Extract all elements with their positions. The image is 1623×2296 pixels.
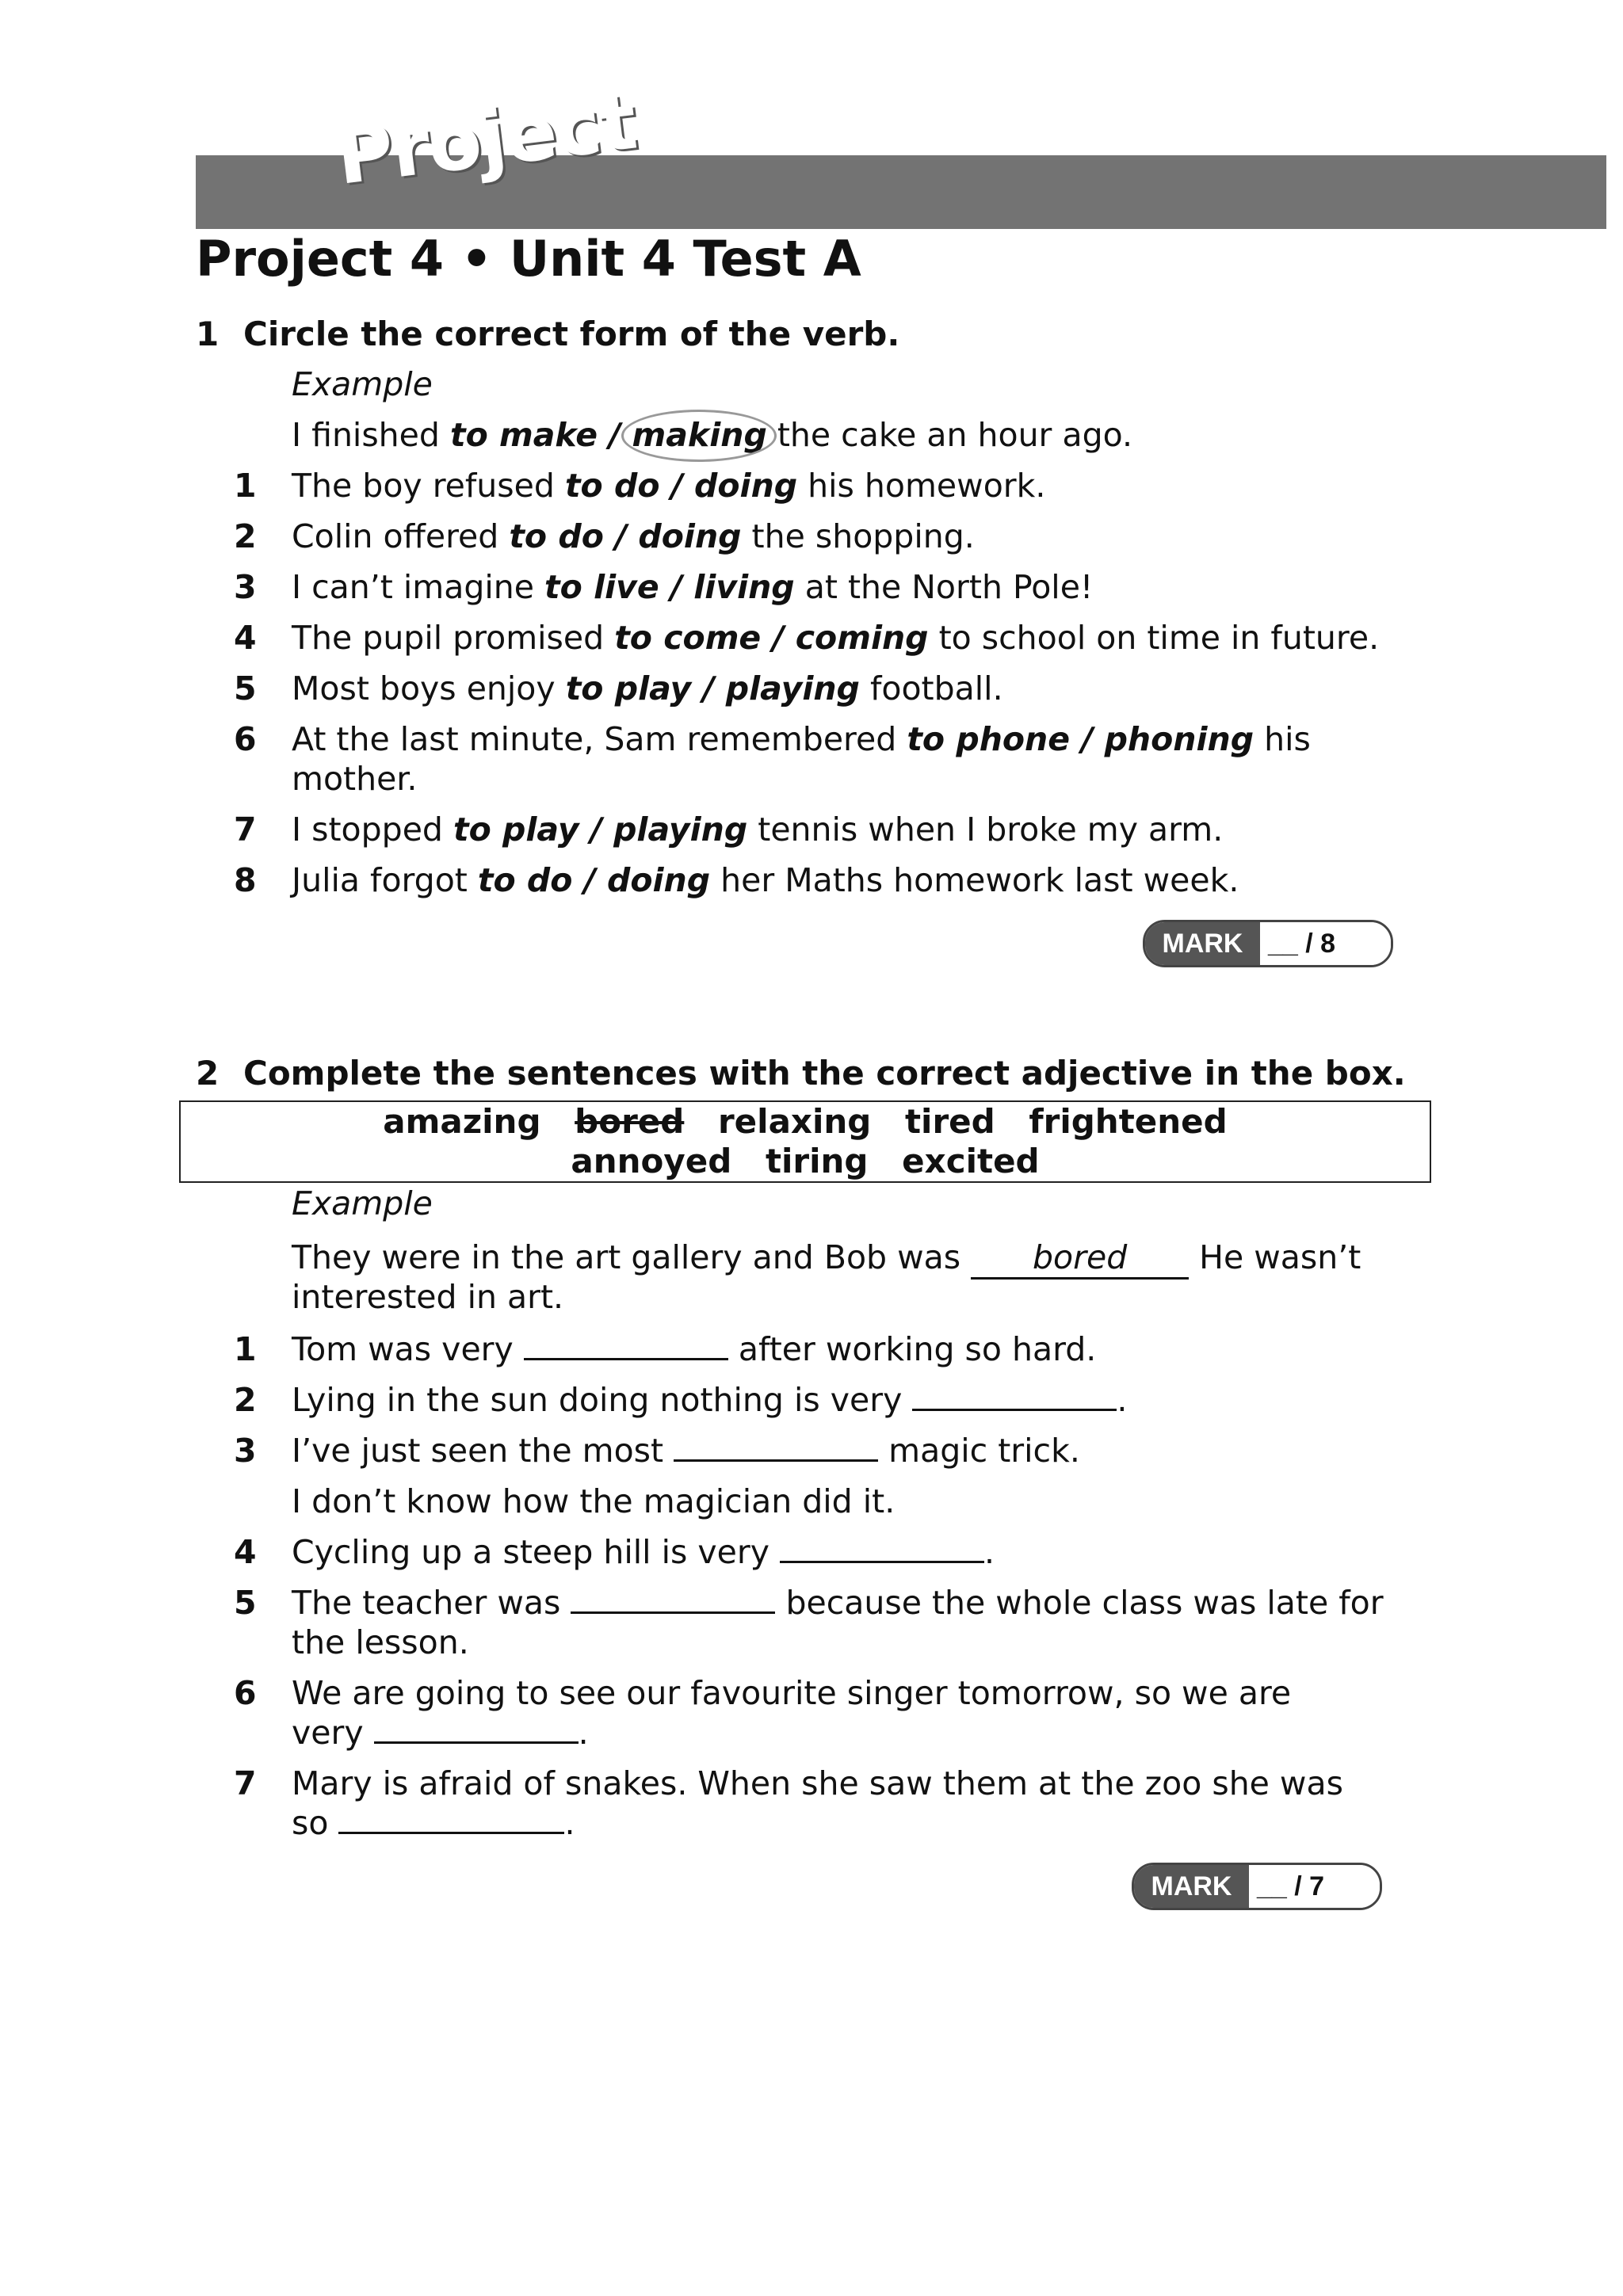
answer-blank[interactable] (912, 1380, 1117, 1411)
section-2-item: We are going to see our favourite singer tomorrow, so we are (292, 1674, 1292, 1712)
word: tired (904, 1102, 995, 1141)
section-1-item: Colin offered to do / doing the shopping. (292, 517, 975, 555)
example-answer: bored (971, 1238, 1189, 1280)
item-number: 8 (234, 861, 257, 899)
mark-box (1143, 920, 1393, 967)
circled-answer: making (632, 416, 767, 454)
mark-score: __ / 8 (1260, 922, 1391, 965)
answer-blank[interactable] (338, 1803, 564, 1834)
word-box (179, 1100, 1431, 1183)
answer-blank[interactable] (674, 1431, 878, 1462)
section-2-item-continuation: very . (292, 1714, 589, 1752)
word: amazing (383, 1102, 541, 1141)
section-2-item: Lying in the sun doing nothing is very . (292, 1381, 1128, 1419)
item-number: 5 (234, 1584, 257, 1622)
mark-label: MARK (1134, 1865, 1249, 1908)
section-2-item-continuation: the lesson. (292, 1623, 469, 1661)
item-number: 1 (234, 467, 257, 505)
item-number: 3 (234, 1432, 257, 1470)
section-1-item: I stopped to play / playing tennis when I broke my arm. (292, 810, 1224, 849)
section-2-example-continuation: interested in art. (292, 1278, 564, 1316)
section-2-item-continuation: so . (292, 1804, 575, 1842)
item-number: 3 (234, 568, 257, 606)
section-2-number: 2 (196, 1054, 220, 1093)
section-2-item: Cycling up a steep hill is very . (292, 1533, 995, 1571)
section-2-item: The teacher was because the whole class was late for (292, 1584, 1384, 1622)
mark-score: __ / 7 (1249, 1865, 1380, 1908)
answer-blank[interactable] (571, 1583, 775, 1614)
answer-blank[interactable] (374, 1713, 579, 1744)
word-box-row (181, 1142, 1430, 1181)
word: annoyed (571, 1142, 732, 1180)
section-1-item: I can’t imagine to live / living at the North Pole! (292, 568, 1094, 606)
section-1-item: Most boys enjoy to play / playing football. (292, 669, 1003, 707)
item-number: 4 (234, 1533, 257, 1571)
item-number: 6 (234, 720, 257, 758)
item-number: 4 (234, 619, 257, 657)
section-1-item: The boy refused to do / doing his homework. (292, 467, 1046, 505)
section-1-example: I finished to make / making the cake an hour ago. (292, 416, 1132, 454)
project-logo: Project (331, 76, 640, 204)
word: excited (902, 1142, 1040, 1180)
item-number: 2 (234, 517, 257, 555)
section-1-number: 1 (196, 315, 220, 353)
section-1-item: Julia forgot to do / doing her Maths homework last week. (292, 861, 1239, 899)
item-number: 7 (234, 810, 257, 849)
mark-box (1132, 1863, 1382, 1910)
mark-label: MARK (1145, 922, 1260, 965)
section-2-example: They were in the art gallery and Bob was bored He wasn’t (292, 1238, 1361, 1280)
item-number: 5 (234, 669, 257, 707)
section-1-instruction: Circle the correct form of the verb. (243, 315, 900, 353)
page-title: Project 4 • Unit 4 Test A (196, 230, 861, 288)
section-1-item: At the last minute, Sam remembered to phone / phoning his (292, 720, 1311, 758)
section-1-item-continuation: mother. (292, 760, 418, 798)
word: frightened (1029, 1102, 1228, 1141)
word: relaxing (717, 1102, 872, 1141)
section-1-item: The pupil promised to come / coming to school on time in future. (292, 619, 1380, 657)
section-2-instruction: Complete the sentences with the correct adjective in the box. (243, 1054, 1406, 1093)
answer-blank[interactable] (780, 1532, 984, 1563)
section-2-example-label: Example (292, 1184, 433, 1222)
item-number: 1 (234, 1330, 257, 1368)
word: tiring (765, 1142, 869, 1180)
section-2-item: I’ve just seen the most magic trick. (292, 1432, 1080, 1470)
item-number: 2 (234, 1381, 257, 1419)
item-number: 6 (234, 1674, 257, 1712)
item-number: 7 (234, 1764, 257, 1802)
word-box-row (181, 1102, 1430, 1142)
section-2-item-continuation: I don’t know how the magician did it. (292, 1482, 896, 1520)
word-used: bored (575, 1102, 685, 1141)
answer-blank[interactable] (524, 1329, 728, 1360)
section-2-item: Mary is afraid of snakes. When she saw them at the zoo she was (292, 1764, 1343, 1802)
section-2-item: Tom was very after working so hard. (292, 1330, 1097, 1368)
section-1-example-label: Example (292, 365, 433, 403)
